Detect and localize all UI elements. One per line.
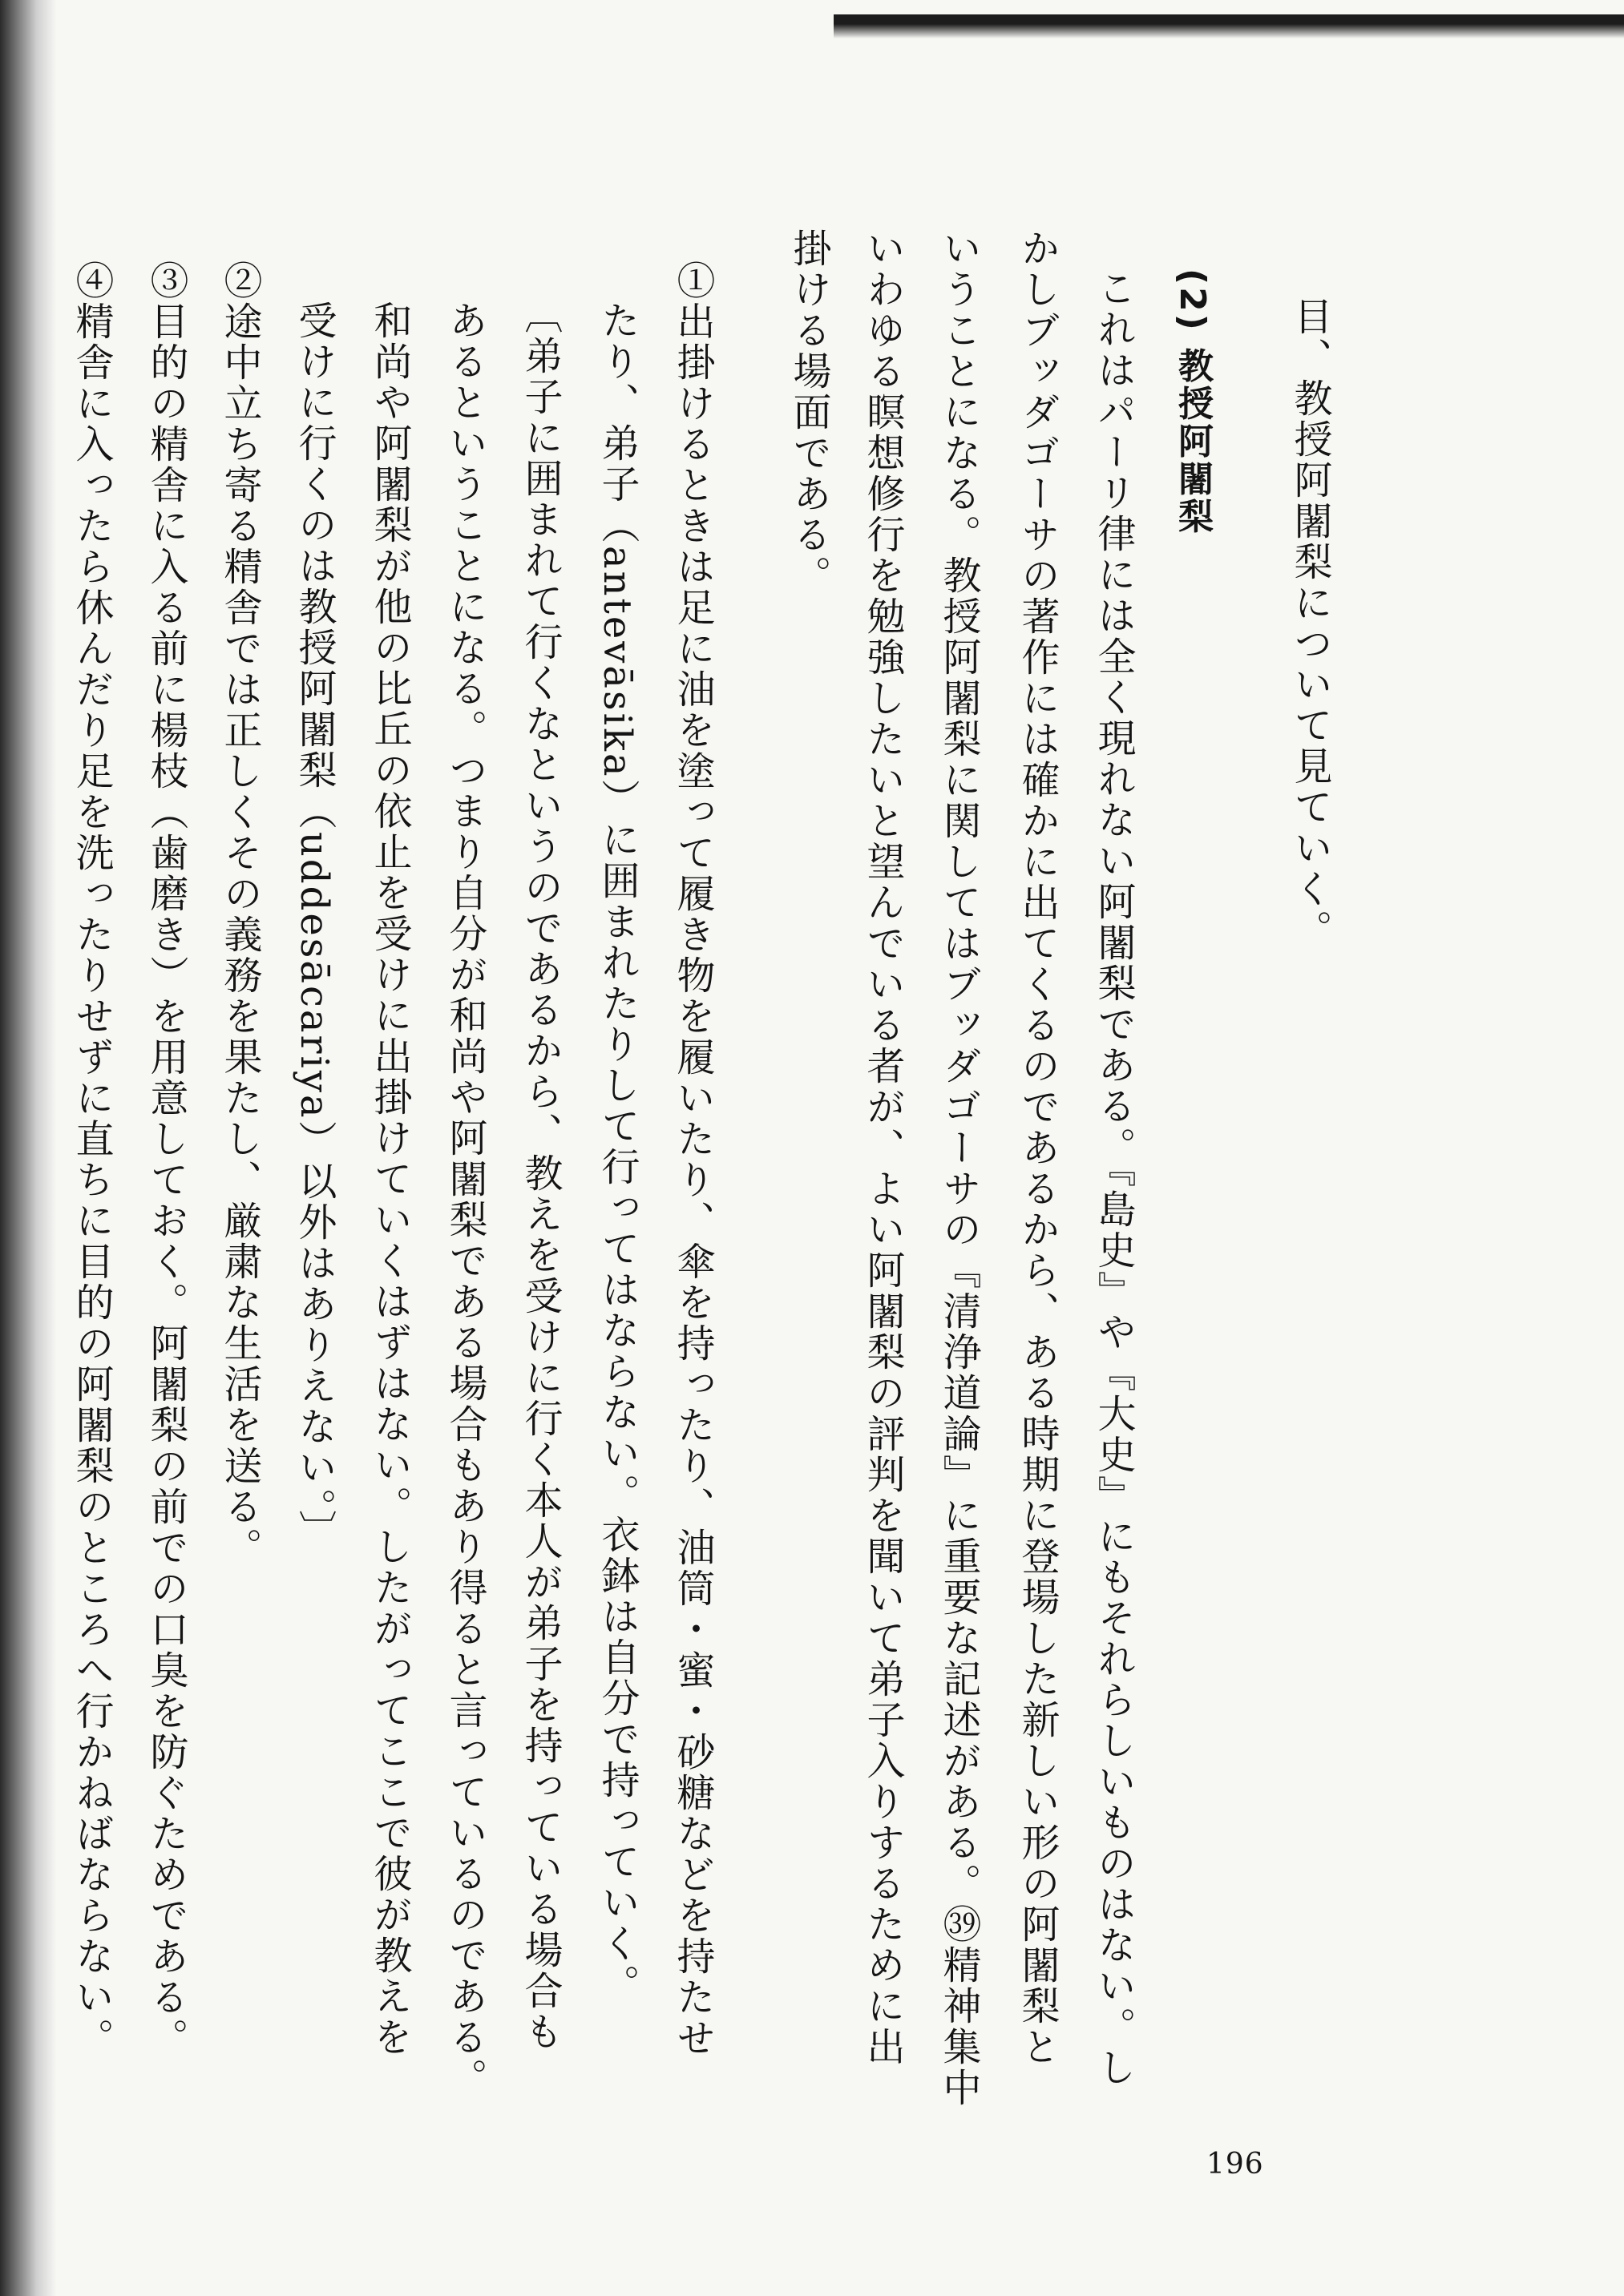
note-line-2: あるということになる。つまり自分が和尚や阿闍梨である場合もあり得ると言っているのである。 (442, 301, 487, 2099)
list-item-3: ③目的の精舎に入る前に楊枝（歯磨き）を用意しておく。阿闍梨の前での口臭を防ぐためである。 (143, 260, 188, 2059)
list-item-2: ②途中立ち寄る精舎では正しくその義務を果たし、厳粛な生活を送る。 (217, 260, 262, 1568)
text-line-1: 目、教授阿闍梨について見ていく。 (1287, 297, 1332, 950)
text-line-6: 掛ける場面である。 (786, 228, 831, 596)
scan-shadow-left (0, 0, 56, 2296)
note-line-1: 〔弟子に囲まれて行くなというのであるから、教えを受けに行く本人が弟子を持っている場合も (518, 295, 563, 2052)
list-item-1-line-1: ①出掛けるときは足に油を塗って履き物を履いたり、傘を持ったり、油筒・蜜・砂糖などを持たせ (670, 260, 715, 2059)
page-number: 196 (1206, 2148, 1264, 2181)
text-line-4: いうことになる。教授阿闍梨に関してはブッダゴーサの『清浄道論』に重要な記述がある。㊴精神集中 (936, 228, 981, 2108)
text-line-2: これはパーリ律には全く現れない阿闍梨である。『島史』や『大史』にもそれらしいものはない。し (1091, 268, 1136, 2088)
scan-edge-top (834, 14, 1624, 38)
text-line-5: いわゆる瞑想修行を勉強したいと望んでいる者が、よい阿闍梨の評判を聞いて弟子入りするために出 (860, 228, 905, 2068)
text-line-3: かしブッダゴーサの著作には確かに出てくるのであるから、ある時期に登場した新しい形の阿闍梨と (1015, 228, 1060, 2068)
note-line-4: 受けに行くのは教授阿闍梨（uddesācariya）以外はありえない。〕 (292, 301, 337, 1551)
note-line-3: 和尚や阿闍梨が他の比丘の依止を受けに出掛けていくはずはない。したがってここで彼が教えを (367, 301, 412, 2058)
subheading: (2) 教授阿闍梨 (1172, 268, 1213, 536)
list-item-1-line-2: たり、弟子（antevāsika）に囲まれたりして行ってはならない。衣鉢は自分で持っていく。 (595, 301, 640, 2005)
list-item-4: ④精舎に入ったら休んだり足を洗ったりせずに直ちに目的の阿闍梨のところへ行かねばならない。 (69, 260, 114, 2059)
